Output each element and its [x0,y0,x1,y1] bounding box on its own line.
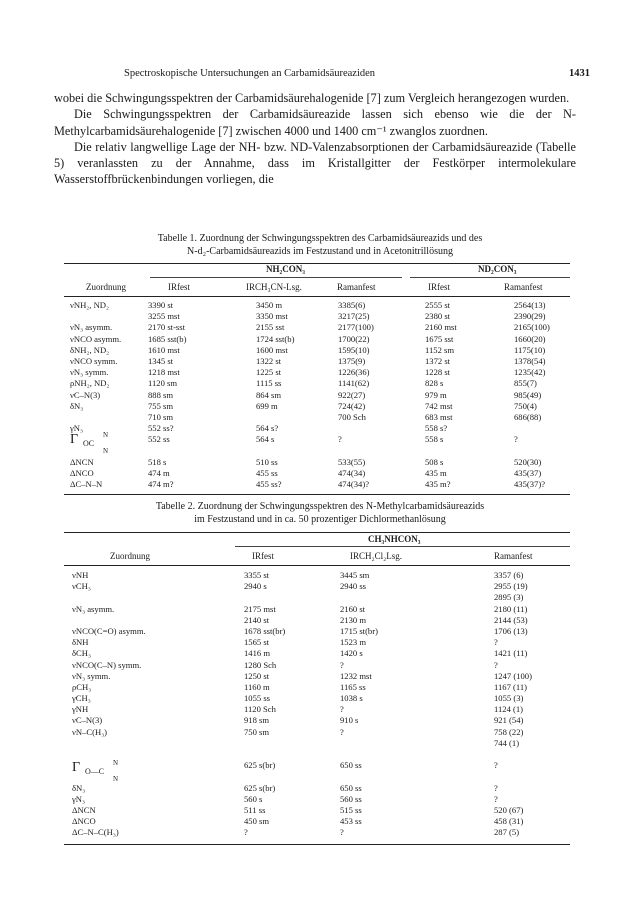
table1-header-zuordnung: Zuordnung [86,282,126,292]
table-cell: 458 (31) [494,816,524,827]
table-cell: ρNH₂, ND₂ [70,378,110,389]
table1-header-ir-fest-nd: IRfest [428,282,450,292]
table-cell: 3357 (6) [494,570,524,580]
table-cell: 650 ss [340,782,362,793]
table2-col-zuordnung [72,570,146,839]
table-cell [148,445,186,456]
table-cell: 1595(10) [338,344,370,355]
table-cell: 1120 Sch [244,704,276,715]
table-cell: 533(55) [338,456,366,467]
table-cell: 1055 (3) [494,693,524,704]
table-cell: 1678 sst(br) [244,625,286,636]
paragraph: Die Schwingungsspektren der Carbamidsäureazide lassen sich ebenso wie die der N-Methylcarbamidsäurehalogenide [7] zwischen 4000 und 1400 cm⁻¹ zwanglos zuordnen. [54,107,576,138]
table2-header-ir-lsg: IRCH₂Cl₂Lsg. [350,551,403,561]
table-cell: ? [514,434,518,445]
table2-top-rule [64,532,570,533]
table-cell: 650 ss [340,760,362,771]
table2-bottom-rule [64,844,570,845]
table1-header-rule [64,296,570,297]
table-cell: ? [494,793,498,804]
table-cell: 520(30) [514,456,542,467]
table-cell: 724(42) [338,400,366,411]
table2-header-ir-fest: IRfest [252,551,274,561]
table-cell: 1378(54) [514,355,546,366]
table-cell: νNCO asymm. [70,333,122,344]
table-cell [340,738,378,749]
table-cell: 474(34) [338,467,366,478]
table-cell: ΔC–N–N [70,479,103,489]
table-cell: 1724 sst(b) [256,333,295,344]
table-cell: 1675 sst [425,333,454,344]
table-cell: ? [244,827,248,838]
table-cell: ? [494,782,498,793]
table-cell: νNCO symm. [70,355,118,366]
document-page: Spectroskopische Untersuchungen an Carbamidsäureaziden 1431 wobei die Schwingungsspektren der Carbamidsäurehalogenide [7] zum Vergleich herangezogen wurden. Die Schwingungsspektren der Carbamidsäureazide lassen sich ebenso wie die der N-Methylcarbamidsäurehalogenide [7] zwischen 4000 und 1400 cm⁻¹ zwanglos zuordnen. Die relativ langwellige Lage der NH- bzw. ND-Valenzabsorptionen der Carbamidsäureazide (Tabelle 5) veranlassten zu der Annahme, dass im Kristallgitter der Festkörper intermolekulare Wasserstoffbrückenbindungen vorliegen, die Tabelle 1. Zuordnung der Schwingungsspektren des Carbamidsäureazids und des N-d₂-Carbamidsäureazids im Festzustand und in Acetonitrillösung NH₂CON₃ ND₂CON₃ Zuordnung IRfest IRCH₃CN-Lsg. Ramanfest IRfest Ramanfest νNH₂, ND₂ νN₃ asymm. νNCO asymm. δNH₂, ND₂ νNCO symm. νN₃ symm. ρNH₂, ND₂ νC–N(3) δN₃ γN₃ ΔNCN ΔNCO ΔC–N–N Γ OC N N 3390 st 3255 mst 2170 st-sst 1685 sst(b) 1610 mst 1345 st 1218 mst 1120 sm 888 sm 755 sm 710 sm 552 ss? 552 ss 518 s 474 m 474 m? 3450 m 3350 mst 2155 sst 1724 sst(b) 1600 mst 1322 st 1225 st 1115 ss 864 sm 699 m 564 s? 564 s 510 ss 455 ss 455 ss? 3385(6) 3217(25) 2177(100) 1700(22) 1595(10) 1375(9) 1226(36) 1141(62) 922(27) 724(42) 700 Sch ? 533(55) 474(34) 474(34)? 2555 st 2380 st 2160 mst 1675 sst 1152 sm 1372 st 1228 st 828 s 979 m 742 mst 683 mst 558 s? 558 s 508 s 435 m 435 m? 2564(13) 2390(29) 2165(100) 1660(20) 1175(10) 1378(54) 1235(42) 855(7) 985(49) 750(4) 686(88) ? 520(30) 435(37) 435(37)? Tabelle 2. Zuordnung der Schwingungsspektren des N-Methylcarbamidsäureazids im Festzustand und in ca. 50 prozentiger Dichlormethanlösung CH₃NHCON₃ Zuordnung IRfest IRCH₂Cl₂Lsg. Ramanfest νNH νCH₃ νN₃ asymm. νNCO(C=O) asymm. δNH δCH₃ νNCO(C–N) symm. νN₃ symm. ρCH₃ γCH₃ γNH νC–N(3) νN–C(H₃) δN₃ γN₃ ΔNCN ΔNCO ΔC–N–C(H₃) Γ O—C N N 3355 st 2940 s 2175 mst 2140 st 1678 sst(br) 1565 st 1416 m 1280 Sch 1250 st 1160 m 1055 ss 1120 Sch 918 sm 750 sm 625 s(br) 625 s(br) 560 s 511 ss 450 sm ? 3445 sm 2940 ss 2160 st 2130 m 1715 st(br) 1523 m 1420 s ? 1232 mst 1165 ss 1038 s ? 910 s ? 650 ss 650 ss 560 ss 515 ss 453 ss ? 3357 (6) 2955 (19) 2895 (3) 2180 (11) 2144 (53) 1706 (13) ? 1421 (11) ? 1247 (100) 1167 (11) 1055 (3) 1124 (1) 921 (54) 758 (22) 744 (1) ? ? ? 520 (67) 458 (31) 287 (5) [0,0,628,913]
body-text [54,90,576,188]
table-cell: νN–C(H₃) [72,726,108,737]
table-cell: 1218 mst [148,367,180,378]
table-cell [338,423,374,434]
table-cell: 2895 (3) [494,592,524,603]
table-cell: 979 m [425,389,447,400]
table-cell: 1375(9) [338,355,366,366]
table-cell: γCH₃ [72,693,91,704]
table-cell [72,615,146,626]
table-cell: ΔNCN [70,456,94,467]
table-cell: 864 sm [256,389,282,400]
table-cell: νNH₂, ND₂ [70,300,109,310]
table-cell: δN₃ [70,400,84,411]
table-cell: 700 Sch [338,411,366,422]
table-cell: 474 m? [148,479,174,489]
table-cell: ? [494,760,498,771]
table-cell: 1420 s [340,648,363,659]
table-cell: 435(37)? [514,479,546,489]
table-cell: 1055 ss [244,693,271,704]
table-cell: γNH [72,704,89,715]
table-cell: 474 m [148,467,170,478]
table-cell: 3450 m [256,300,283,310]
table-cell: ΔNCO [70,467,94,478]
table-cell: 453 ss [340,816,362,827]
table-cell: δNH₂, ND₂ [70,344,110,355]
table-cell [514,445,550,456]
table1-col-ir-lsg [256,300,294,490]
table-cell: 1700(22) [338,333,370,344]
table1-group-rule [410,277,570,278]
table-cell: 2165(100) [514,322,550,333]
table-cell: 450 sm [244,816,270,827]
table-cell: 1322 st [256,355,282,366]
table1-header-ir-lsg: IRCH₃CN-Lsg. [246,282,302,292]
table-cell: 3217(25) [338,311,370,322]
table-cell: 683 mst [425,411,453,422]
table-cell: 3445 sm [340,570,370,580]
table1-col-raman-nd [514,300,550,490]
table-cell: 750(4) [514,400,537,411]
table-cell: 558 s [425,434,444,445]
page-number: 1431 [569,68,590,79]
table1-header-raman-nd: Ramanfest [504,282,543,292]
table-cell: 1115 ss [256,378,282,389]
table-cell: ΔNCO [72,816,96,827]
table-cell: 455 ss [256,467,278,478]
table-cell: 560 s [244,793,263,804]
table-cell: 1565 st [244,637,270,648]
table-cell: 1372 st [425,355,451,366]
table-cell: 1124 (1) [494,704,524,715]
table-cell: νC–N(3) [70,389,101,400]
table-cell: νNCO(C–N) symm. [72,659,142,670]
table-cell: 1225 st [256,367,282,378]
table-cell: 918 sm [244,715,270,726]
table-cell: 552 ss? [148,423,174,434]
table-cell: 1660(20) [514,333,546,344]
table-cell: 2144 (53) [494,614,528,625]
table-cell: 699 m [256,400,278,411]
table-cell: 435 m [425,467,447,478]
table-cell: νCH₃ [72,581,91,592]
table-cell: 1706 (13) [494,625,528,636]
table-cell: ? [340,704,344,715]
paragraph: Die relativ langwellige Lage der NH- bzw. ND-Valenzabsorptionen der Carbamidsäureazide (Tabelle 5) veranlassten zu der Annahme, dass im Kristallgitter der Festkörper intermolekulare Wasserstoffbrückenbindungen vorliegen, die [54,139,576,187]
table-cell [72,760,146,771]
table1-group-rule [150,277,402,278]
table-cell: 2140 st [244,614,270,625]
table-cell: 985(49) [514,389,542,400]
table-cell: 755 sm [148,400,174,411]
table2-header-raman: Ramanfest [494,551,533,561]
table-cell: 1523 m [340,637,367,648]
table-cell: 750 sm [244,726,270,737]
table-cell: 744 (1) [494,737,520,748]
table-cell: 2390(29) [514,311,546,322]
table-cell: 2155 sst [256,322,285,333]
table-cell: 1232 mst [340,670,372,681]
table-cell [425,445,457,456]
table-cell [340,592,378,603]
table-cell: νN₃ symm. [70,367,109,378]
table-cell: ? [494,637,498,648]
table-cell: 474(34)? [338,479,370,489]
table-cell [70,311,121,322]
table-cell: 2955 (19) [494,581,528,592]
table-cell: ? [340,659,344,670]
table-cell: 1038 s [340,693,363,704]
table-cell: ΔC–N–C(H₃) [72,827,119,838]
table-cell: ? [494,659,498,670]
table-cell [256,412,294,423]
table-cell: 2564(13) [514,300,546,310]
table-cell: 518 s [148,456,167,467]
table1-caption: Tabelle 1. Zuordnung der Schwingungsspektren des Carbamidsäureazids und des N-d₂-Carbamidsäureazids im Festzustand und in Acetonitrillösung [157,233,483,257]
table-cell: 511 ss [244,804,266,815]
table-cell: 564 s [256,434,275,445]
table-cell: 3390 st [148,300,174,310]
table-cell: 3355 st [244,570,270,580]
table2-header-rule [64,565,570,566]
table-cell [72,738,146,749]
paragraph: wobei die Schwingungsspektren der Carbamidsäurehalogenide [7] zum Vergleich herangezogen wurden. [54,91,570,105]
table-cell: 1175(10) [514,344,546,355]
table-cell: 758 (22) [494,726,524,737]
table1-group-nh2: NH₂CON₃ [266,264,305,274]
table-cell: 558 s? [425,423,448,434]
table-cell: 1416 m [244,648,271,659]
table-cell: ? [338,434,342,445]
table-cell [244,771,285,782]
table1-header-ir-fest: IRfest [168,282,190,292]
table-cell: 828 s [425,378,444,389]
table2-col-ir-fest [244,570,285,839]
table-cell: ? [340,726,344,737]
table-cell: 3385(6) [338,300,366,310]
table-cell: 1167 (11) [494,681,528,692]
table-cell: 560 ss [340,793,362,804]
table-cell [70,445,121,456]
table-cell: 1228 st [425,367,451,378]
table1-col-zuordnung [70,300,121,490]
table-cell: 508 s [425,456,444,467]
table-cell: 2555 st [425,300,451,310]
table-cell: 1610 mst [148,344,180,355]
table-cell: 3350 mst [256,311,288,322]
table-cell: 888 sm [148,389,174,400]
table1-col-ir-fest-nd [425,300,457,490]
table-cell: δCH₃ [72,648,91,659]
table-cell: 520 (67) [494,804,524,815]
table-cell: 2180 (11) [494,603,528,614]
table1-group-nd2: ND₂CON₃ [478,264,517,274]
table-cell: 1280 Sch [244,659,277,670]
table-cell: 2177(100) [338,322,374,333]
table-cell: 455 ss? [256,479,282,489]
table-cell [244,749,285,760]
table-cell: 2170 st-sst [148,322,186,333]
table-cell: 435 m? [425,479,451,489]
table-cell: 922(27) [338,389,366,400]
table-cell: 921 (54) [494,715,524,726]
table-cell: 1345 st [148,355,174,366]
table-cell: 625 s(br) [244,760,276,771]
table1-bottom-rule [64,494,570,495]
table-cell [494,749,532,760]
table-cell: 1600 mst [256,344,288,355]
table-cell [340,771,378,782]
table2-col-raman [494,570,532,839]
table-cell: 2160 mst [425,322,457,333]
table-cell: 1685 sst(b) [148,333,187,344]
table-cell [494,771,532,782]
table-cell: 1235(42) [514,367,546,378]
table-cell: 1247 (100) [494,670,532,681]
table-cell: νC–N(3) [72,715,103,726]
table2-caption: Tabelle 2. Zuordnung der Schwingungsspektren des N-Methylcarbamidsäureazids im Festzustand und in ca. 50 prozentiger Dichlormethanlösung [155,501,485,525]
table-cell: 2380 st [425,311,451,322]
table-cell: 1165 ss [340,681,366,692]
table-cell: 1160 m [244,681,270,692]
table-cell: νN₃ asymm. [72,603,115,614]
table-cell: 287 (5) [494,827,520,838]
table-cell: νN₃ asymm. [70,322,113,333]
table-cell: 515 ss [340,804,362,815]
table-cell: 552 ss [148,434,170,445]
running-header [124,68,624,82]
table-cell: 686(88) [514,411,542,422]
table2-header-zuordnung: Zuordnung [110,551,150,561]
table-cell: 3255 mst [148,311,180,322]
table-cell: 1421 (11) [494,648,528,659]
running-title: Spectroskopische Untersuchungen an Carbamidsäureaziden [124,68,376,79]
table-cell: 1120 sm [148,378,178,389]
table-cell: 2940 ss [340,581,367,592]
table-cell: γN₃ [70,423,83,434]
table-cell: 2160 st [340,603,366,614]
table-cell: 1152 sm [425,344,455,355]
table2-col-ir-lsg [340,570,378,839]
table-cell [244,592,285,603]
table-cell: δN₃ [72,782,86,793]
table1-header-raman: Ramanfest [337,282,376,292]
table2-group-rule [235,546,570,547]
table-cell [340,749,378,760]
table-cell: 1715 st(br) [340,625,378,636]
table-cell [256,445,294,456]
table-cell [244,738,285,749]
table-cell: ? [340,827,344,838]
table-cell [72,771,146,782]
table-cell: ρCH₃ [72,681,92,692]
table-cell [70,412,121,423]
table1-col-raman [338,300,374,490]
table-cell: 2940 s [244,581,267,592]
table-cell: νNCO(C=O) asymm. [72,625,146,636]
table-cell: 1250 st [244,670,270,681]
table-cell: 910 s [340,715,359,726]
table-cell [514,423,550,434]
table-cell [72,592,146,603]
table-cell: 1226(36) [338,367,370,378]
table-cell: γN₃ [72,793,85,804]
table-cell: νN₃ symm. [72,670,111,681]
table-cell: 435(37) [514,467,542,478]
table-cell: 510 ss [256,456,278,467]
table-cell: ΔNCN [72,804,96,815]
table-cell [72,749,146,760]
table-cell: 710 sm [148,411,174,422]
table-cell: 2175 mst [244,603,276,614]
table-cell: 1141(62) [338,378,370,389]
table2-group-ch3: CH₃NHCON₃ [368,534,421,544]
table-cell: νNH [72,570,89,580]
table-cell: 855(7) [514,378,537,389]
table-cell: δNH [72,637,89,648]
table-cell: 564 s? [256,423,279,434]
table1-col-ir-fest [148,300,186,490]
table-cell: 742 mst [425,400,453,411]
table-cell: 625 s(br) [244,782,276,793]
table-cell [338,445,374,456]
table-cell: 2130 m [340,614,367,625]
